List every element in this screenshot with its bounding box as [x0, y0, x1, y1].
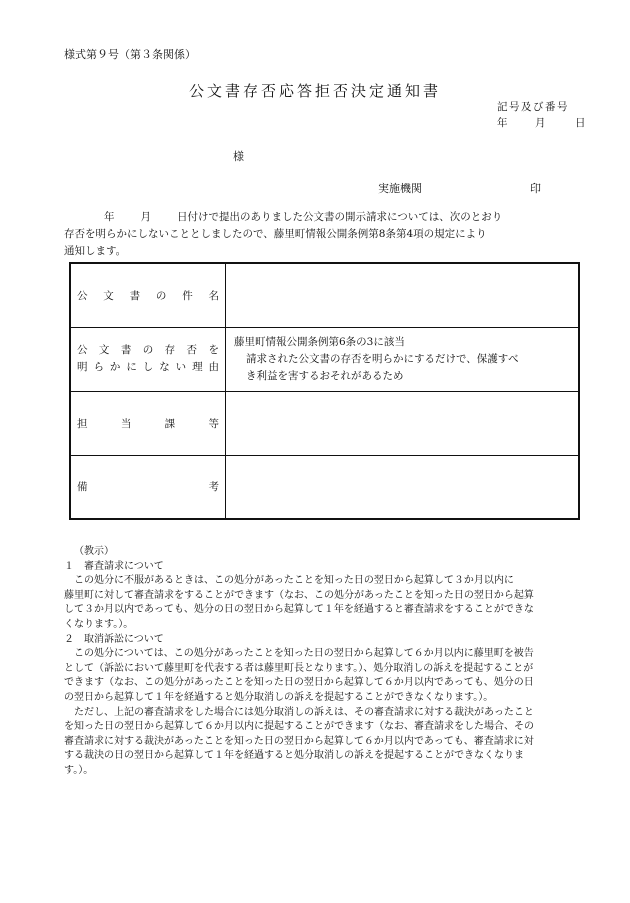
instruction-notes	[64, 545, 586, 779]
table-row	[70, 391, 579, 455]
reason-label-line-2: 明 ら か に し な い 理 由	[77, 361, 219, 373]
section-2-line-4: の翌日から起算して１年を経過すると処分取消しの訴えを提起することができなくなります。）。	[64, 691, 494, 703]
notice-line-2: 存否を明らかにしないこととしましたので、藤里町情報公開条例第8条第4項の規定により	[64, 228, 487, 240]
subject-label-cell	[70, 263, 226, 327]
notice-line-1: 年 月 日付けで提出のありました公文書の開示請求については、次のとおり	[104, 211, 503, 223]
department-label-cell	[70, 391, 226, 455]
reason-clause: 藤里町情報公開条例第6条の3に該当	[234, 335, 405, 348]
issue-date	[497, 115, 586, 130]
table-row	[70, 455, 579, 519]
reason-label-line-1: 公 文 書 の 存 否 を	[77, 344, 219, 356]
section-1-line-3: して３か月以内であっても、処分の日の翌日から起算して１年を経過すると審査請求をすることができな	[64, 604, 534, 616]
reason-label	[77, 342, 219, 376]
body-year-label: 年	[104, 211, 115, 223]
department-label: 担 当 課 等	[77, 417, 219, 430]
disclosure-info-table	[69, 262, 580, 520]
remarks-label: 備 考	[77, 481, 219, 494]
body-month-label: 月	[140, 211, 151, 223]
reason-detail-line-1: 請求された公文書の存否を明らかにするだけで、保護すべ	[246, 352, 519, 365]
section-1-line-4: くなります。）。	[64, 618, 134, 630]
notice-body	[64, 209, 586, 260]
reason-label-cell	[70, 327, 226, 391]
table-row	[70, 263, 579, 327]
seal-mark: 印	[530, 182, 541, 195]
reason-value	[226, 327, 580, 391]
section-2-proviso-line-5: す。）。	[64, 764, 94, 776]
department-value	[226, 391, 580, 455]
document-title: 公文書存否応答拒否決定通知書	[188, 82, 441, 100]
section-1-title: １ 審査請求について	[64, 560, 164, 572]
implementing-agency-label: 実施機関	[378, 182, 422, 195]
notice-line-3: 通知します。	[64, 245, 127, 257]
section-2-proviso-line-4: する裁決の日の翌日から起算して１年を経過すると処分取消しの訴えを提起することができなくなりま	[64, 750, 524, 762]
section-2-title: ２ 取消訴訟について	[64, 633, 164, 645]
section-2-line-2: として（訴訟において藤里町を代表する者は藤里町長となります。）、処分取消しの訴えを提起することが	[64, 662, 534, 674]
subject-label: 公 文 書 の 件 名	[77, 289, 219, 302]
form-number: 様式第９号（第３条関係）	[64, 48, 196, 61]
notes-heading: （教示）	[74, 546, 114, 557]
date-year-label: 年	[497, 117, 508, 129]
subject-value	[226, 263, 580, 327]
section-1-line-2: 藤里町に対して審査請求をすることができます（なお、この処分があったことを知った日の翌日から起算	[64, 589, 534, 601]
section-2-line-1: この処分については、この処分があったことを知った日の翌日から起算して６か月以内に藤里町を被告	[74, 648, 534, 660]
document-number-label: 記号及び番号	[497, 101, 569, 113]
section-2-proviso-line-3: 審査請求に対する裁決があったことを知った日の翌日から起算して６か月以内であっても、審査請求に対	[64, 735, 534, 747]
addressee-honorific: 様	[233, 150, 244, 163]
section-1-line-1: この処分に不服があるときは、この処分があったことを知った日の翌日から起算して３か月以内に	[74, 575, 514, 587]
date-day-label: 日	[575, 117, 586, 129]
remarks-value	[226, 455, 580, 519]
section-2-proviso-line-2: を知った日の翌日から起算して６か月以内に提起することができます（なお、審査請求をした場合、その	[64, 721, 534, 733]
remarks-label-cell	[70, 455, 226, 519]
section-2-proviso-line-1: ただし、上記の審査請求をした場合には処分取消しの訴えは、その審査請求に対する裁決があったこと	[74, 706, 534, 718]
reason-detail-line-2: き利益を害するおそれがあるため	[246, 369, 404, 382]
table-row	[70, 327, 579, 391]
date-month-label: 月	[535, 117, 546, 129]
section-2-line-3: できます（なお、この処分があったことを知った日の翌日から起算して６か月以内であっても、処分の日	[64, 677, 534, 689]
